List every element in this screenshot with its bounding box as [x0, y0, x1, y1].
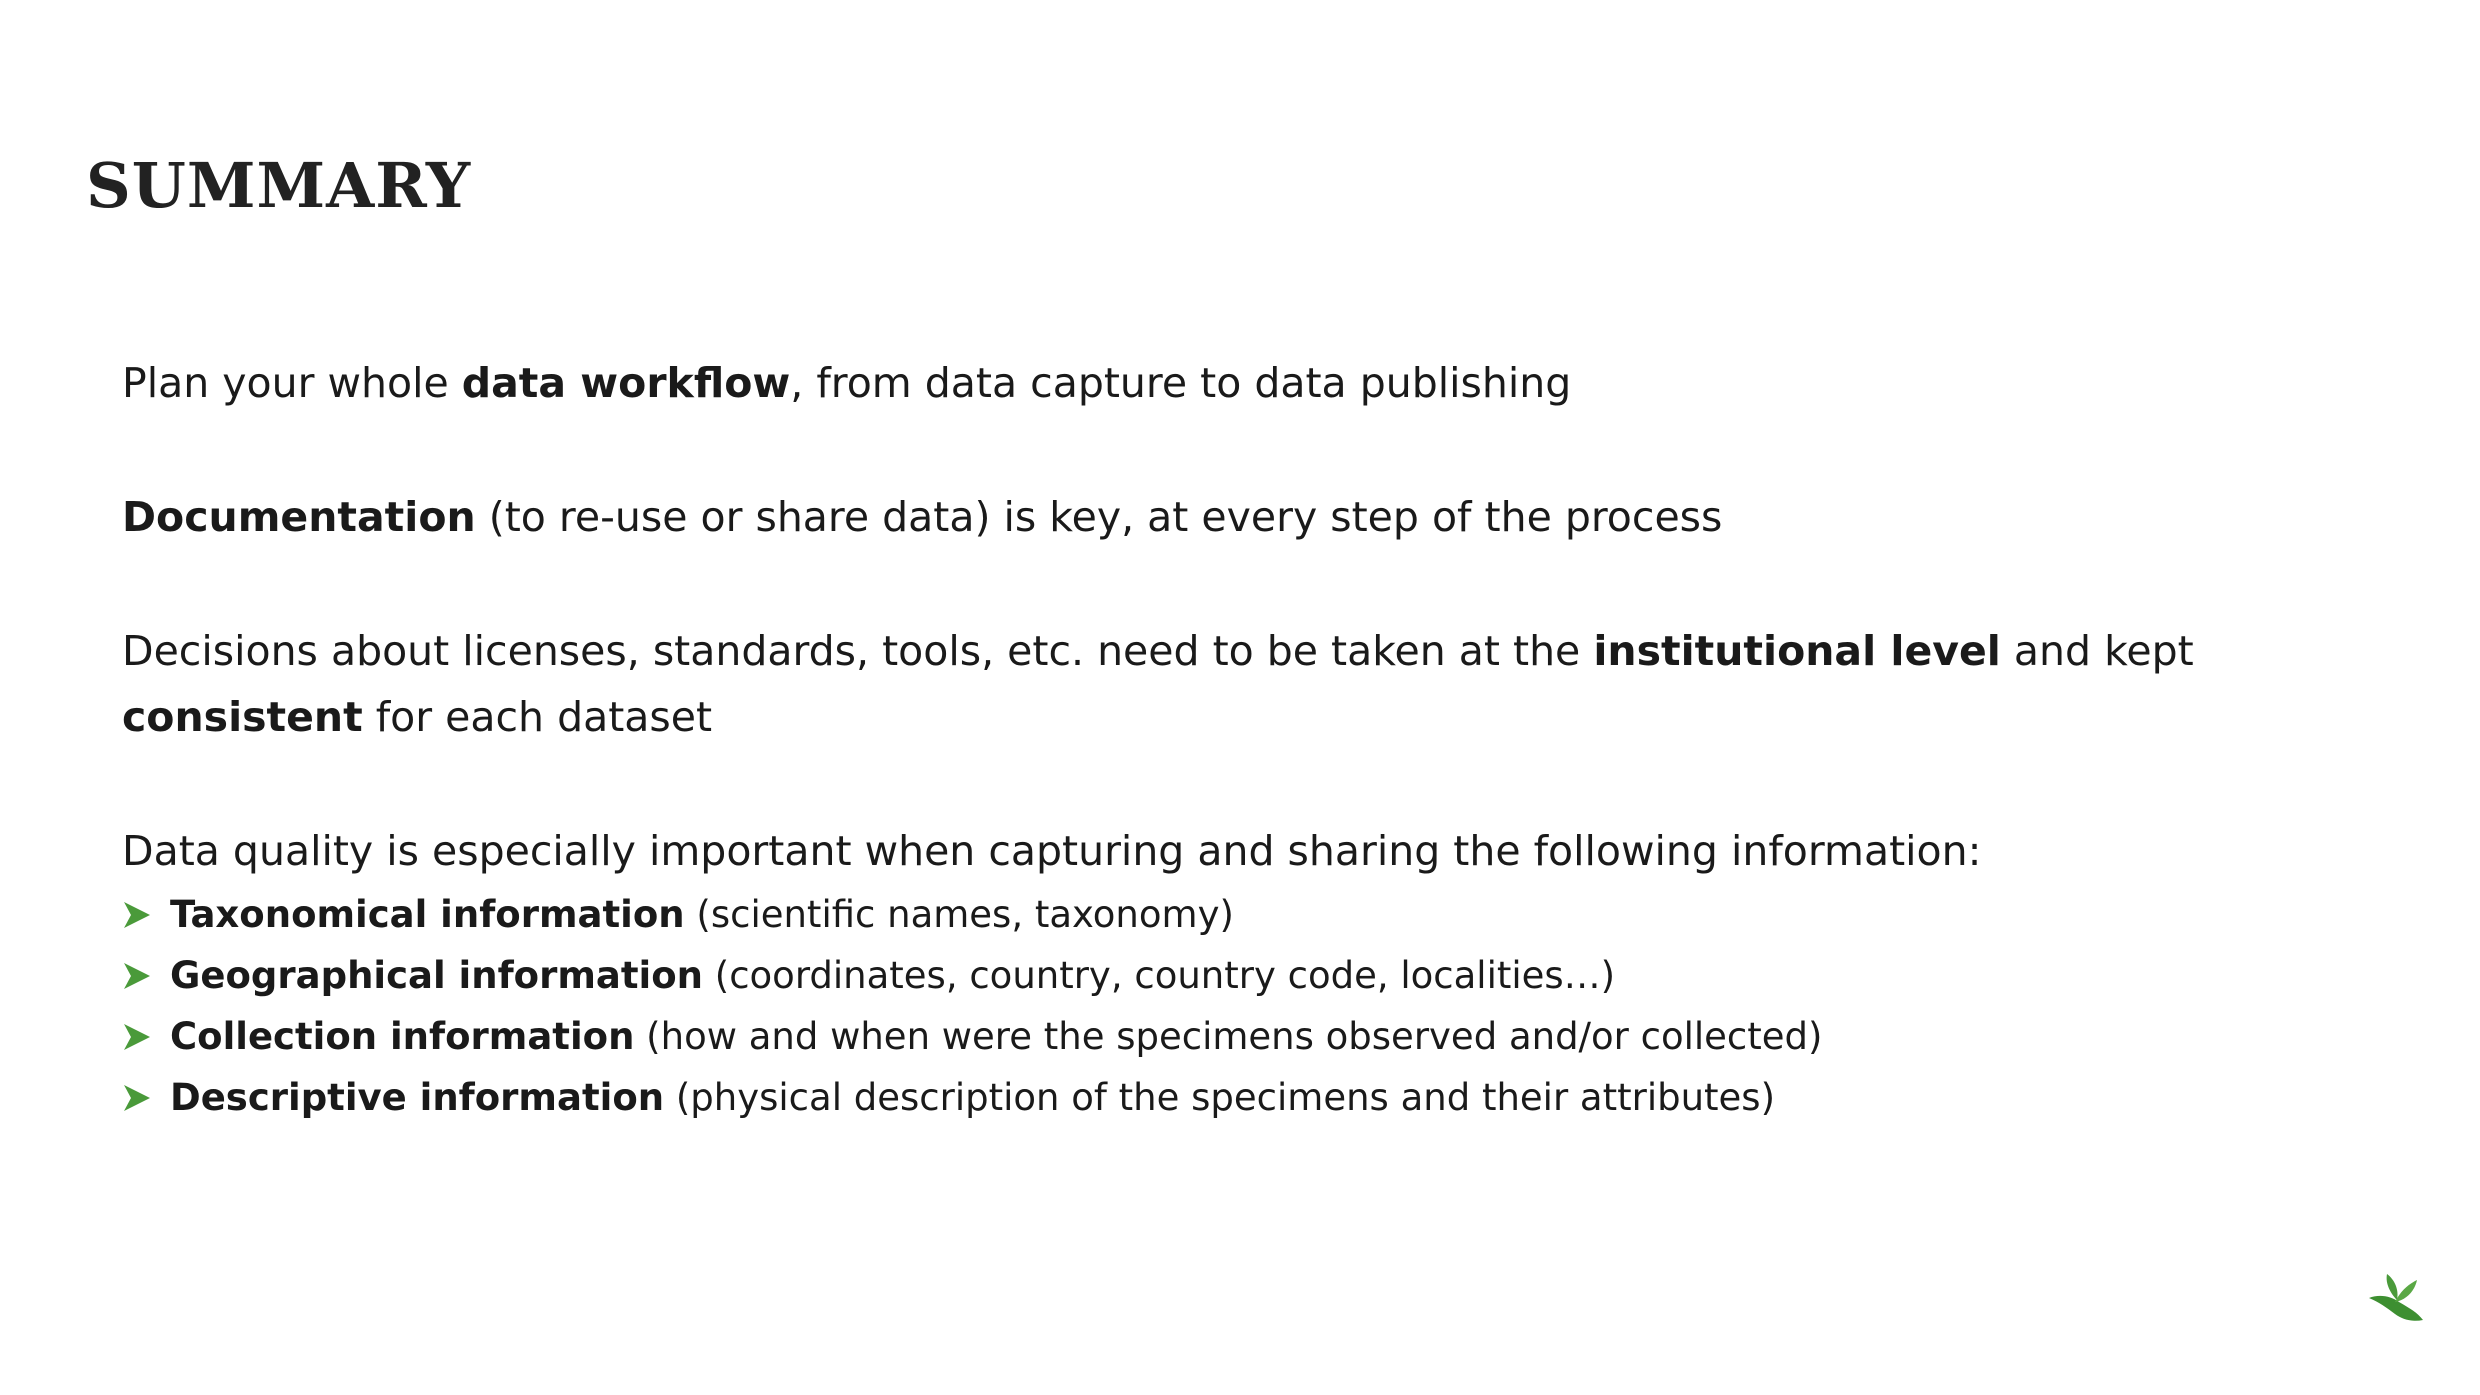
decisions-text-before: Decisions about licenses, standards, tools, etc. need to be taken at the: [122, 627, 1594, 675]
documentation-paragraph: [122, 484, 2202, 550]
bullet-bold: Descriptive information: [170, 1076, 665, 1119]
data-quality-paragraph: Data quality is especially important when capturing and sharing the following information:: [122, 827, 1982, 875]
institutional-level-bold: institutional level: [1593, 627, 2001, 675]
workflow-bold: data workflow: [461, 359, 791, 407]
workflow-text-before: Plan your whole: [122, 359, 462, 407]
slide-title: SUMMARY: [86, 149, 472, 222]
consistent-bold: consistent: [122, 693, 363, 741]
documentation-bold: Documentation: [122, 493, 476, 541]
documentation-text-after: (to re-use or share data) is key, at every step of the process: [475, 493, 1723, 541]
bullet-bold: Taxonomical information: [170, 893, 685, 936]
decisions-paragraph: [122, 618, 2202, 750]
arrowhead-bullet-icon: [122, 961, 152, 991]
arrowhead-bullet-icon: [122, 1022, 152, 1052]
list-item: [122, 884, 2202, 945]
arrowhead-bullet-icon: [122, 1083, 152, 1113]
information-bullet-list: [122, 884, 2202, 1128]
bullet-text: (how and when were the specimens observed and/or collected): [634, 1015, 1823, 1058]
decisions-text-after: for each dataset: [362, 693, 713, 741]
list-item: [122, 1006, 2202, 1067]
workflow-text-after: , from data capture to data publishing: [790, 359, 1572, 407]
slide-content: [122, 350, 2202, 1128]
bullet-text: (coordinates, country, country code, localities…): [703, 954, 1616, 997]
arrowhead-bullet-icon: [122, 900, 152, 930]
bullet-text: (scientific names, taxonomy): [684, 893, 1234, 936]
list-item: [122, 945, 2202, 1006]
decisions-text-middle: and kept: [2000, 627, 2194, 675]
bullet-bold: Geographical information: [170, 954, 703, 997]
workflow-paragraph: [122, 350, 2202, 416]
list-item: [122, 1067, 2202, 1128]
bullet-text: (physical description of the specimens and their attributes): [664, 1076, 1776, 1119]
bullet-bold: Collection information: [170, 1015, 635, 1058]
leaf-logo-icon: [2365, 1272, 2425, 1324]
